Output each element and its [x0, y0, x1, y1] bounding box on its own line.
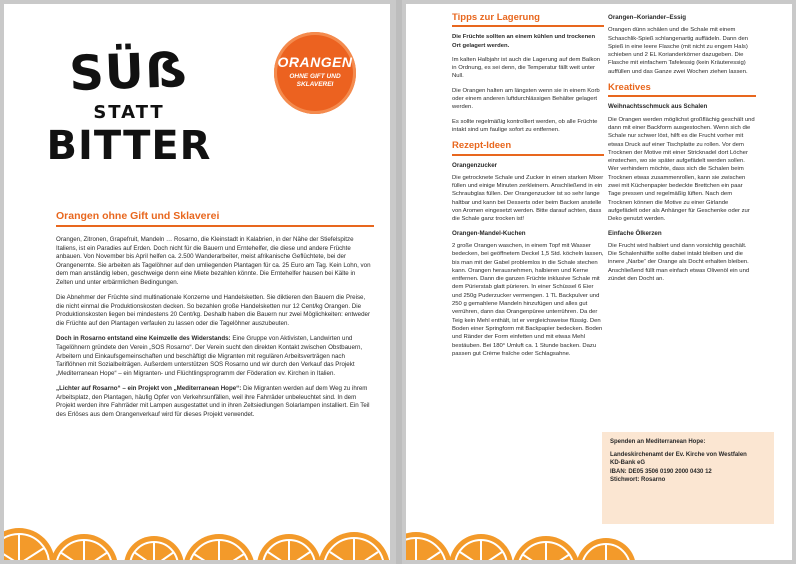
section-heading-lagerung: Tipps zur Lagerung — [452, 14, 604, 27]
paragraph: Orangen, Zitronen, Grapefruit, Mandeln … Rosarno, die Kleinstadt in Kalabrien, in der Nähe der Stiefelspitze Italiens, ist ein Paradies auf Erden. Doch nicht für die Bauern und Erntehelfer, die diese und andere Früchte anbauen. Von November bis April helfen ca. 2.500 Wanderarbeiter, meist afrikanische Geflüchtete, bei der Orangenernte. Sie arbeiten als Tagelöhner auf den umliegenden Plantagen für ca. 25 Euro am Tag. Kein Lohn, von dem man anständig leben, geschweige denn eine Miete bezahlen könnte. Die Erntehelfer hausen bei Kälte in Zelten und unter erbärmlichen Bedingungen. — [56, 236, 371, 286]
section-heading: Orangen ohne Gift und Sklaverei — [56, 210, 220, 222]
recipe-title: Orangenzucker — [452, 161, 498, 169]
title-line-2: STATT — [93, 102, 165, 123]
section-heading-kreatives: Kreatives — [608, 84, 756, 97]
donation-keyword: Stichwort: Rosarno — [610, 477, 666, 483]
section-heading-rezepte: Rezept-Ideen — [452, 142, 604, 155]
paragraph-lead: Doch in Rosarno entstand eine Keimzelle des Widerstands: — [56, 335, 231, 343]
title-line-3: BITTER — [46, 123, 212, 169]
left-page — [4, 4, 390, 560]
donation-heading: Spenden an Mediterranean Hope: — [610, 439, 706, 445]
paragraph — [56, 385, 372, 419]
paragraph-body: Eine Gruppe von Aktivisten, Landwirten und Tagelöhnern gründete den Verein „SOS Rosarno“. Der Verein sucht den direkten Kontakt zwischen Obstbauern, Arbeitern und Einkaufsgemeinschaften und beschäftigt die Migranten mit regulären Arbeitsverträgen nach Tariflöhnen mit Sozialbeiträgen. Außerdem unterstützen SOS Rosarno und wir durch den Verkauf das Projekt „Mediterranean Hope“ – ein Migranten- und Flüchtlingsprogramm der Föderation ev. Kirchen in Italien. — [56, 335, 363, 377]
right-column-1 — [452, 14, 604, 364]
craft-title: Weihnachtsschmuck aus Schalen — [608, 103, 708, 111]
donation-line: KD-Bank eG — [610, 460, 646, 466]
paragraph: Im kalten Halbjahr ist auch die Lagerung auf dem Balkon in Ordnung, es sei denn, die Temperatur fällt weit unter Null. — [452, 56, 601, 80]
paragraph: 2 große Orangen waschen, in einem Topf mit Wasser bedecken, bei geöffnetem Deckel 1,5 Std. köcheln lassen, bis man mit der Gabel problemlos in die Schale stechen kann. Orangen herausnehmen, halbieren und Kerne entfernen. Dann die ganzen Früchte inklusive Schale mit dem Pürierstab glatt pürieren. In einer Schüssel 6 Eier und 250g Puderzucker vermengen. 1 TL Backpulver und 250 g gemahlene Mandeln hinzufügen und alles gut verrühren, dann das Orangenpüree unterrühren. Da der Teig kein Mehl enthält, ist er vergleichsweise flüssig. Den Boden einer Springform mit Backpapier bedecken. Boden und Ränder der Form einfetten und mit etwas Mehl bestäuben. Bei 180° Umluft ca. 1 Stunde backen. Dazu passen gut Crème fraîche oder Schlagsahne. — [452, 242, 604, 357]
orange-badge — [274, 32, 356, 114]
right-page — [406, 4, 792, 560]
badge-line-1: ORANGEN — [277, 54, 353, 70]
recipe-title: Orangen–Koriander–Essig — [608, 14, 687, 21]
craft-title: Einfache Ölkerzen — [608, 229, 662, 237]
recipe-title: Orangen-Mandel-Kuchen — [452, 229, 526, 237]
right-column-2 — [608, 14, 756, 289]
title-line-1: SÜẞ — [68, 41, 190, 103]
paragraph-lead: „Lichter auf Rosarno“ – ein Projekt von „Mediterranean Hope“: — [56, 385, 242, 393]
paragraph: Es sollte regelmäßig kontrolliert werden, ob alle Früchte intakt sind um faulige sofort zu entfernen. — [452, 118, 598, 133]
paragraph: Die Abnehmer der Früchte sind multinationale Konzerne und Handelsketten. Sie diktieren den Bauern die Preise, die nicht einmal die Produktionskosten decken. So bezahlen große Handelsketten nur 12 Cent/kg Orangen. Die Produktionskosten liegen bei mindestens 20 Cent/kg. Deshalb haben die Bauern nur zwei Möglichkeiten: entweder die Früchte auf den Plantagen verfaulen zu lassen oder die Tagelöhner auszubeuten. — [56, 294, 371, 327]
paragraph — [56, 335, 372, 378]
paragraph-body: Die Migranten werden auf dem Weg zu ihrem Arbeitsplatz, den Plantagen, häufig Opfer von Verkehrsunfällen, weil ihre Fahrräder unbeleuchtet sind. In dem Projekt werden ihre Fahrräder mit Lampen ausgestattet und in ihren Zeltsiedlungen Solarlampen installiert. Ein Teil des Erlöses aus dem Orangenverkauf wird für dieses Projekt verwendet. — [56, 385, 370, 418]
donation-line: Landeskirchenamt der Ev. Kirche von Westfalen — [610, 451, 747, 458]
paragraph: Die Frucht wird halbiert und dann vorsichtig geschält. Die Schalenhälfte sollte dabei intakt bleiben und die innere „Narbe“ der Orange als Docht erhalten bleiben. Anschließend füllt man einfach etwas Olivenöl ein und zündet den Docht an. — [608, 242, 750, 283]
heading-rule — [56, 225, 374, 227]
paragraph: Die Orangen halten am längsten wenn sie in einem Korb oder einem anderen luftdurchlässigen Behälter gelagert werden. — [452, 87, 600, 111]
page-fold — [396, 0, 402, 564]
paragraph: Die Orangen werden möglichst großflächig geschält und dann mit einer Backform ausgestochen. Wenn sich die Schale nur schwer löst, hilft es die Frucht vorher mit etwas Druck auf einer Tischplatte zu rollen. Vor dem Trocknen der Motive mit einer Stricknadel dort Löcher einstechen, wo sie später aufgefädelt werden sollen. Wer verhindern möchte, dass sich die Schalen beim Trocknen etwas zusammenrollen, kann sie zwischen zwei mit Küchenpapier bedeckte Brettchen ein paar Tage pressen und regelmäßig lüften. Nach dem Trocknen können die Motive zu einer Girlande aufgefädelt oder als Anhänger für Geschenke oder zur Deko genutzt werden. — [608, 116, 755, 223]
paragraph: Die Früchte sollten an einem kühlen und trockenen Ort gelagert werden. — [452, 34, 596, 49]
donation-iban: IBAN: DE05 3506 0190 2000 0430 12 — [610, 468, 712, 475]
orange-slices-decoration — [4, 508, 390, 560]
donation-box — [602, 432, 774, 524]
paragraph: Die getrocknete Schale und Zucker in einen starken Mixer füllen und einige Minuten zerkleinern. Anschließend in ein Schraubglas füllen. Der Orangenzucker ist so sehr lange haltbar und kann bei Desserts oder beim Backen anstelle von Aromen eingesetzt werden. Bitte darauf achten, dass die Schale ganz trocken ist! — [452, 174, 604, 223]
paragraph: Orangen dünn schälen und die Schale mit einem Schaschlik-Spieß schlangenartig auffädeln. Dann den Spieß in eine leere Flasche (mit nicht zu engem Hals) schieben und 2 EL Korianderkörner dazugeben. Die Flasche mit einfachem Tafelessig (kein Kräuteressig) auffüllen und das Ganze zwei Wochen ziehen lassen. — [608, 27, 749, 75]
title — [4, 41, 254, 169]
badge-line-2: OHNE GIFT UND SKLAVEREI — [289, 73, 341, 89]
intro-text — [56, 236, 372, 426]
